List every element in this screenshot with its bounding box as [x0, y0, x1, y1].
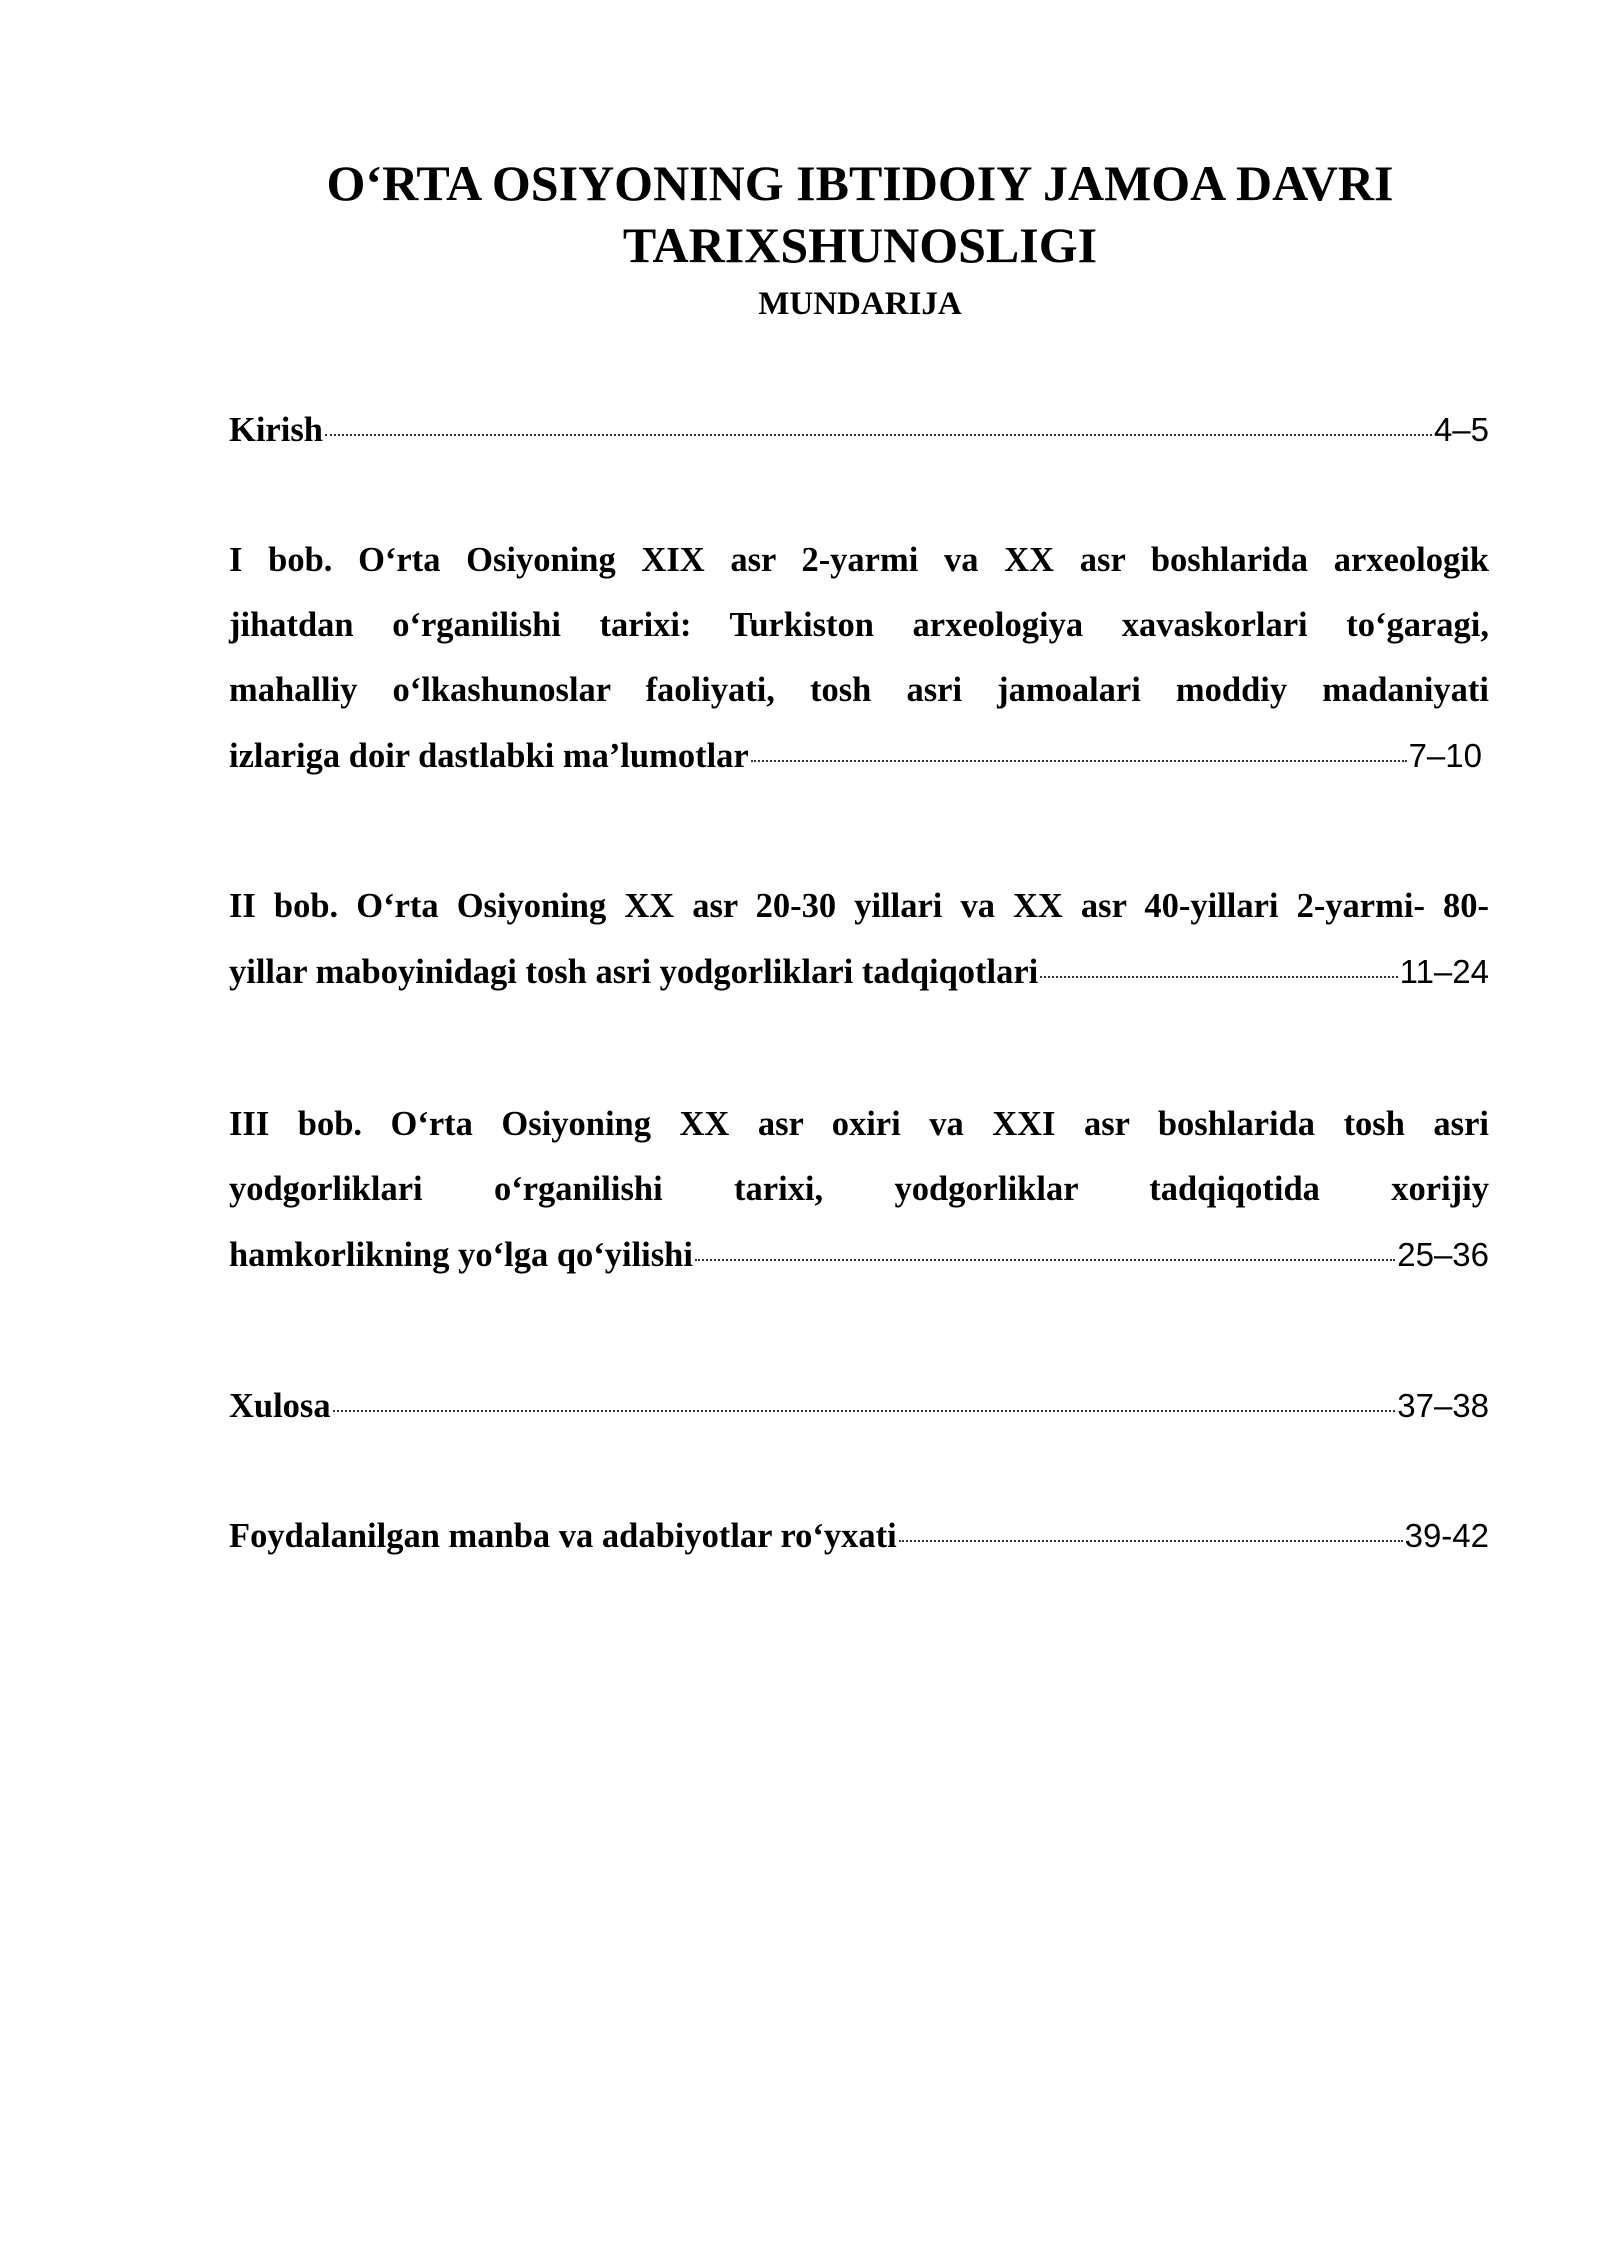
dot-leader: [695, 1259, 1395, 1261]
toc-entry-label: Xulosa: [229, 1387, 331, 1425]
dot-leader: [325, 434, 1432, 436]
toc-entry-line: yodgorliklari o‘rganilishi tarixi, yodgorliklar tadqiqotida xorijiy: [229, 1170, 1489, 1208]
toc-entry-kirish: [229, 397, 1489, 462]
toc-entry-label: Kirish: [229, 411, 323, 449]
toc-page-range: 7–10: [1408, 737, 1482, 774]
dot-leader: [751, 760, 1407, 762]
document-title-line-2: TARIXSHUNOSLIGI: [622, 217, 1098, 273]
toc-entry-chapter-2: [229, 874, 1489, 1004]
toc-entry-label: izlariga doir dastlabki ma’lumotlar: [229, 737, 749, 775]
toc-entry-line: mahalliy o‘lkashunoslar faoliyati, tosh asri jamoalari moddiy madaniyati: [229, 671, 1489, 709]
toc-page-range: 4–5: [1433, 411, 1489, 448]
toc-entry-line: III bob. O‘rta Osiyoning XX asr oxiri va XXI asr boshlarida tosh asri: [229, 1105, 1489, 1143]
toc-entry-chapter-1: [229, 528, 1489, 788]
dot-leader: [899, 1540, 1403, 1542]
dot-leader: [333, 1410, 1396, 1412]
toc-entry-adabiyotlar: [229, 1503, 1489, 1568]
toc-entry-line: jihatdan o‘rganilishi tarixi: Turkiston arxeologiya xavaskorlari to‘garagi,: [229, 606, 1489, 644]
toc-entry-chapter-3: [229, 1092, 1489, 1287]
toc-entry-label: Foydalanilgan manba va adabiyotlar ro‘yxati: [229, 1517, 897, 1555]
toc-entry-xulosa: [229, 1373, 1489, 1438]
dot-leader: [1040, 976, 1397, 978]
toc-entry-line: I bob. O‘rta Osiyoning XIX asr 2-yarmi va XX asr boshlarida arxeologik: [229, 541, 1489, 579]
toc-entry-label: yillar maboyinidagi tosh asri yodgorliklari tadqiqotlari: [229, 953, 1039, 991]
toc-entry-line: II bob. O‘rta Osiyoning XX asr 20-30 yillari va XX asr 40-yillari 2-yarmi- 80-: [229, 887, 1489, 925]
document-title-line-1: O‘RTA OSIYONING IBTIDOIY JAMOA DAVRI: [326, 155, 1394, 211]
toc-page-range: 11–24: [1399, 953, 1489, 990]
toc-page-range: 37–38: [1397, 1387, 1489, 1424]
table-of-contents-heading: MUNDARIJA: [758, 286, 962, 322]
toc-page-range: 39-42: [1404, 1517, 1489, 1554]
toc-entry-label: hamkorlikning yo‘lga qo‘yilishi: [229, 1236, 693, 1274]
toc-page-range: 25–36: [1397, 1236, 1489, 1273]
